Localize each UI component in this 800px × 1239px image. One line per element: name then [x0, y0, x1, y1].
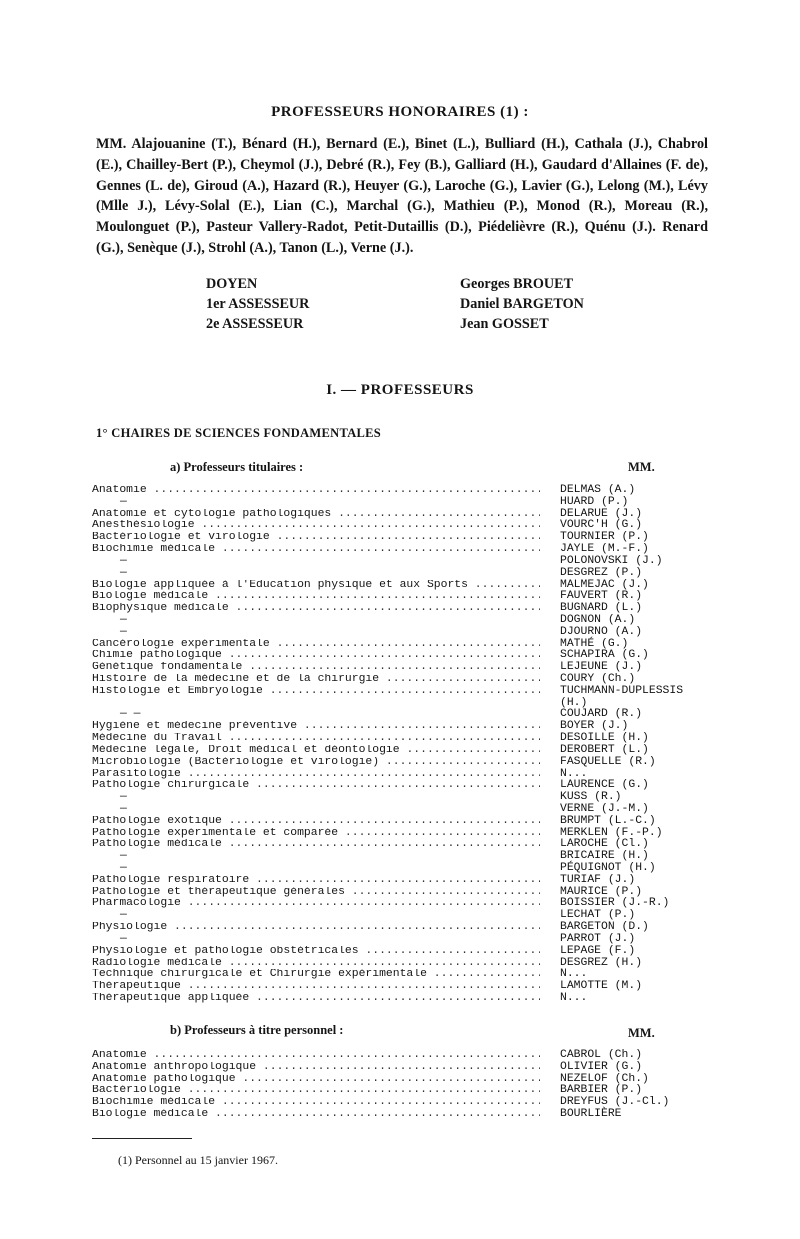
chair-subject: Pharmacologie ..... — [92, 898, 540, 910]
subsection-title: 1° CHAIRES DE SCIENCES FONDAMENTALES — [96, 426, 382, 440]
officer-role: 2e ASSESSEUR — [206, 316, 304, 332]
table-row — [92, 745, 680, 757]
professor-name: DESGREZ (H.) — [560, 956, 643, 969]
professor-name: BRUMPT (L.-C.) — [560, 814, 656, 827]
chair-subject: Anatomie anthropologique ..... — [92, 1062, 540, 1074]
table-row — [92, 981, 680, 993]
chair-subject: Pathologie exotique ..... — [92, 816, 540, 828]
professor-name: LAMOTTE (M.) — [560, 980, 643, 993]
chair-subject: Radiologie médicale ..... — [92, 958, 540, 970]
professor-name: BARBIER (P.) — [560, 1084, 643, 1097]
chair-subject: Pathologie et thérapeutique générales ..... — [92, 887, 540, 899]
footnote-divider — [92, 1138, 192, 1139]
professor-name: DREYFUS (J.-Cl.) — [560, 1096, 670, 1109]
professor-name: KUSS (R.) — [560, 791, 622, 804]
professor-name: DESOILLE (H.) — [560, 732, 649, 745]
chair-subject: — — [120, 863, 127, 874]
professor-name: TOURNIER (P.) — [560, 531, 649, 544]
group-a-table — [92, 484, 684, 1005]
chair-subject: Pathologie respiratoire ..... — [92, 875, 540, 887]
professor-name: TURIAF (J.) — [560, 873, 636, 886]
chair-subject: Anesthésiologie ..... — [92, 520, 540, 532]
professor-name: DELMAS (A.) — [560, 484, 636, 496]
chair-subject: Anatomie pathologique ..... — [92, 1074, 540, 1086]
group-a-title: a) Professeurs titulaires : — [170, 460, 304, 474]
group-b-mm: MM. — [628, 1026, 655, 1040]
chair-subject: Biologie appliquée à l'Education physique et aux Sports ..... — [92, 580, 540, 592]
chair-subject: Biologie médicale ..... — [92, 1109, 540, 1121]
chair-subject: Bactériologie et virologie ..... — [92, 532, 540, 544]
officer-assesseur-2 — [206, 316, 646, 336]
table-row — [92, 684, 684, 698]
table-row — [92, 497, 680, 509]
chair-subject: Physiologie et pathologie obstétricales ..... — [92, 946, 540, 958]
table-row — [92, 1062, 680, 1074]
officer-doyen — [206, 276, 646, 296]
chair-subject: Anatomie ..... — [92, 485, 540, 497]
chair-subject: — — [120, 910, 127, 922]
chair-subject: — — [120, 567, 127, 579]
footnote: (1) Personnel au 15 janvier 1967. — [118, 1153, 278, 1167]
officer-role: DOYEN — [206, 276, 258, 292]
table-row — [92, 875, 680, 887]
chair-subject: Physiologie ..... — [92, 922, 540, 934]
professor-name: DOGNON (A.) — [560, 613, 636, 626]
professor-name: MATHÉ (G.) — [560, 637, 629, 650]
professor-name: OLIVIER (G.) — [560, 1060, 643, 1073]
table-row — [92, 757, 680, 769]
table-row — [92, 946, 680, 958]
table-row — [92, 816, 680, 828]
professor-name: BARGETON (D.) — [560, 921, 649, 934]
professor-name: LEPAGE (F.) — [560, 944, 636, 957]
chair-subject: — — [120, 626, 127, 638]
chair-subject: — — [120, 614, 127, 626]
chair-subject: Parasitologie ..... — [92, 769, 540, 781]
table-row — [92, 556, 680, 568]
professor-name: MALMEJAC (J.) — [560, 578, 649, 591]
professor-name: COUJARD (R.) — [560, 708, 643, 721]
professor-name: LAURENCE (G.) — [560, 779, 649, 792]
officer-assesseur-1 — [206, 296, 646, 316]
table-row — [92, 568, 680, 580]
professor-name: (H.) — [560, 696, 588, 709]
professor-name: MAURICE (P.) — [560, 885, 643, 898]
group-b-title: b) Professeurs à titre personnel : — [170, 1023, 344, 1037]
professor-name: BOYER (J.) — [560, 720, 629, 733]
chair-subject: Génétique fondamentale ..... — [92, 662, 540, 674]
chair-subject: Histoire de la médecine et de la chirurgie ..... — [92, 674, 540, 686]
chair-subject: Anatomie ..... — [92, 1050, 540, 1062]
chair-subject: Biologie médicale ..... — [92, 591, 540, 603]
professor-name: FASQUELLE (R.) — [560, 755, 656, 768]
officer-name: Daniel BARGETON — [460, 296, 584, 312]
chair-subject: Biochimie médicale ..... — [92, 544, 540, 556]
professor-name: BRICAIRE (H.) — [560, 850, 649, 863]
professor-name: N... — [560, 968, 588, 981]
chair-subject: Pathologie expérimentale et comparée ..... — [92, 828, 540, 840]
professor-name: TUCHMANN-DUPLESSIS — [560, 684, 684, 697]
table-row — [92, 615, 680, 627]
table-row — [92, 627, 680, 639]
professor-name: HUARD (P.) — [560, 495, 629, 508]
professor-name: NEZELOF (Ch.) — [560, 1072, 649, 1085]
professor-name: N... — [560, 767, 588, 780]
group-b-table — [92, 1050, 680, 1121]
professor-name: VERNE (J.-M.) — [560, 802, 649, 815]
professor-name: POLONOVSKI (J.) — [560, 554, 663, 567]
chair-subject: Médecine du Travail ..... — [92, 733, 540, 745]
chair-subject: Anatomie et cytologie pathologiques ..... — [92, 509, 540, 521]
professor-name: LECHAT (P.) — [560, 909, 636, 922]
chair-subject: — — [120, 933, 127, 945]
chair-subject: — — [120, 555, 127, 567]
group-a-mm: MM. — [628, 460, 655, 474]
honoraires-list: MM. Alajouanine (T.), Bénard (H.), Bernard (E.), Binet (L.), Bulliard (H.), Cathala (J.), Chabrol (E.), Chailley-Bert (P.), Cheymol (J.), Debré (R.), Fey (B.), Galliard (H.), Gaudard d'Allaines (F. de), Gennes (L. de), Giroud (A.), Hazard (R.), Heuyer (G.), Laroche (G.), Lavier (G.), Lelong (M.), Lévy (Mlle J.), Lévy-Solal (E.), Lian (C.), Marchal (G.), Mathieu (P.), Monod (R.), Moreau (R.), Moulonguet (P.), Pasteur Vallery-Radot, Petit-Dutaillis (D.), Piédelièvre (R.), Quénu (J.). Renard (G.), Senèque (J.), Strohl (A.), Tanon (L.), Verne (J.). — [96, 136, 708, 256]
chair-subject: — — [120, 803, 127, 815]
professor-name: DEROBERT (L.) — [560, 743, 649, 756]
professor-name: LEJEUNE (J.) — [560, 661, 643, 674]
chair-subject: Hygiène et médecine préventive ..... — [92, 721, 540, 733]
table-row — [92, 804, 680, 816]
table-row — [92, 934, 680, 946]
professor-name: COURY (Ch.) — [560, 673, 636, 685]
chair-subject: Thérapeutique ..... — [92, 981, 540, 993]
chair-subject: Cancérologie expérimentale ..... — [92, 639, 540, 651]
chair-subject: — — [120, 496, 127, 508]
chair-subject: Microbiologie (Bactériologie et virologie) ..... — [92, 757, 540, 769]
honoraires-title: PROFESSEURS HONORAIRES (1) : — [271, 104, 529, 120]
professor-name: LAROCHE (Cl.) — [560, 838, 649, 851]
chair-subject: Thérapeutique appliquée ..... — [92, 993, 540, 1005]
table-row — [92, 1109, 680, 1121]
chair-subject: Biochimie médicale ..... — [92, 1097, 540, 1109]
chair-subject: Chimie pathologique ..... — [92, 650, 540, 662]
chair-subject: Histologie et Embryologie ..... — [92, 686, 540, 698]
chair-subject: — — [120, 792, 127, 804]
chair-subject: — — [120, 851, 127, 863]
section-title: I. — PROFESSEURS — [326, 382, 474, 398]
professor-name: VOURC'H (G.) — [560, 519, 643, 532]
chair-subject: Biophysique médicale ..... — [92, 603, 540, 615]
officer-role: 1er ASSESSEUR — [206, 296, 310, 312]
professor-name: DJOURNO (A.) — [560, 625, 643, 638]
professor-name: BOISSIER (J.-R.) — [560, 897, 670, 910]
professor-name: PARROT (J.) — [560, 932, 636, 945]
chair-subject: Bactériologie ..... — [92, 1085, 540, 1097]
table-row — [92, 958, 680, 970]
professor-name: N... — [560, 991, 588, 1004]
chair-subject: Médecine légale, Droit médical et déontologie ..... — [92, 745, 540, 757]
professor-name: SCHAPIRA (G.) — [560, 649, 649, 662]
chair-subject: — — — [120, 709, 141, 721]
table-row — [92, 993, 680, 1005]
professor-name: PÉQUIGNOT (H.) — [560, 862, 656, 874]
chair-subject: Technique chirurgicale et Chirurgie expérimentale ..... — [92, 969, 540, 981]
professor-name: FAUVERT (R.) — [560, 590, 643, 603]
professor-name: CABROL (Ch.) — [560, 1049, 643, 1061]
professor-name: MERKLEN (F.-P.) — [560, 826, 663, 839]
chair-subject: Pathologie médicale ..... — [92, 839, 540, 851]
professor-name: BOURLIÈRE — [560, 1108, 622, 1121]
officer-name: Jean GOSSET — [460, 316, 549, 332]
chair-subject: Pathologie chirurgicale ..... — [92, 780, 540, 792]
professor-name: DESGREZ (P.) — [560, 566, 643, 579]
professor-name: JAYLE (M.-F.) — [560, 543, 649, 556]
professor-name: BUGNARD (L.) — [560, 602, 643, 615]
professor-name: DELARUE (J.) — [560, 507, 643, 520]
officer-name: Georges BROUET — [460, 276, 574, 292]
